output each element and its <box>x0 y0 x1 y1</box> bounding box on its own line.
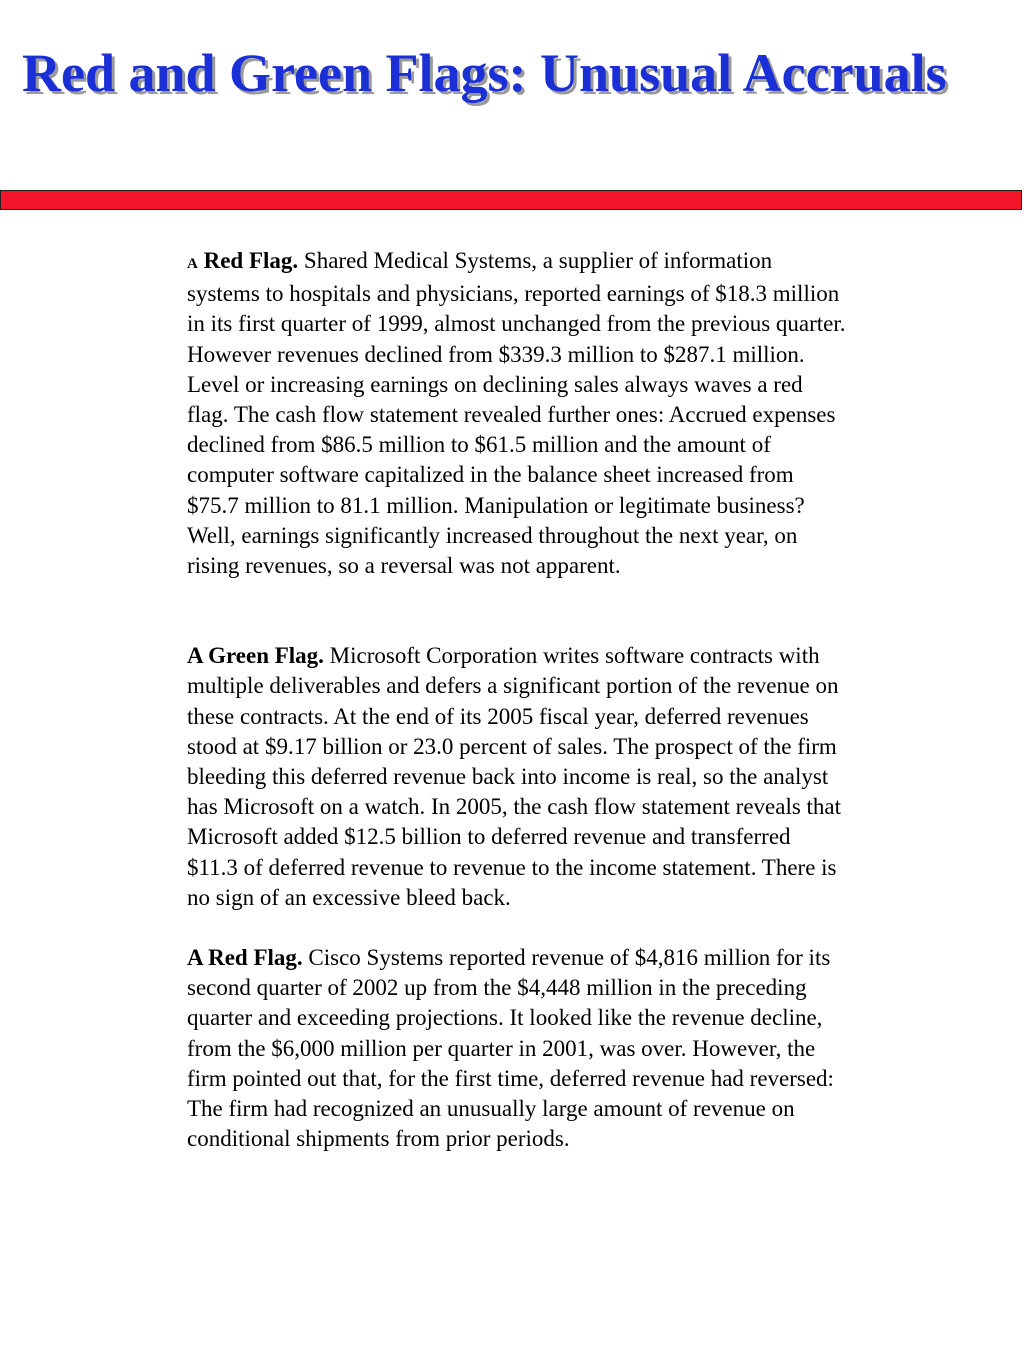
paragraph-body: Cisco Systems reported revenue of $4,816 million for its second quarter of 2002 up from the $4,448 million in the preceding quarter and exceeding projections. It looked like the revenue decline, from the $6,000 million per quarter in 2001, was over. However, the firm pointed out that, for the first time, deferred revenue had reversed: The firm had recognized an unusually large amount of revenue on conditional shipments from prior periods. <box>187 945 834 1152</box>
paragraph-lead: A Green Flag. <box>187 643 324 669</box>
paragraph-body: Shared Medical Systems, a supplier of information systems to hospitals and physicians, reported earnings of $18.3 million in its first quarter of 1999, almost unchanged from the previous quarter. However revenues declined from $339.3 million to $287.1 million. Level or increasing earnings on declining sales always waves a red flag. The cash flow statement revealed further ones: Accrued expenses declined from $86.5 million to $61.5 million and the amount of computer software capitalized in the balance sheet increased from $75.7 million to 81.1 million. Manipulation or legitimate business? Well, earnings significantly increased throughout the next year, on rising revenues, so a reversal was not apparent. <box>187 248 846 579</box>
slide-body <box>187 246 847 1154</box>
paragraph-shared-medical <box>187 246 847 581</box>
paragraph-lead: A Red Flag. <box>187 945 303 971</box>
paragraph-cisco <box>187 943 847 1154</box>
title-divider-bar <box>0 190 1022 210</box>
paragraph-lead: Red Flag. <box>203 248 299 273</box>
paragraph-body: Microsoft Corporation writes software contracts with multiple deliverables and defers a significant portion of the revenue on these contracts. At the end of its 2005 fiscal year, deferred revenues stood at $9.17 billion or 23.0 percent of sales. The prospect of the firm bleeding this deferred revenue back into income is real, so the analyst has Microsoft on a watch. In 2005, the cash flow statement reveals that Microsoft added $12.5 billion to deferred revenue and transferred $11.3 of deferred revenue to revenue to the income statement. There is no sign of an excessive bleed back. <box>187 643 842 910</box>
paragraph-microsoft <box>187 641 847 913</box>
paragraph-spacer <box>187 913 847 943</box>
paragraph-lead-prefix: A <box>187 256 198 272</box>
paragraph-spacer <box>187 581 847 641</box>
slide-title: Red and Green Flags: Unusual Accruals <box>22 43 947 103</box>
